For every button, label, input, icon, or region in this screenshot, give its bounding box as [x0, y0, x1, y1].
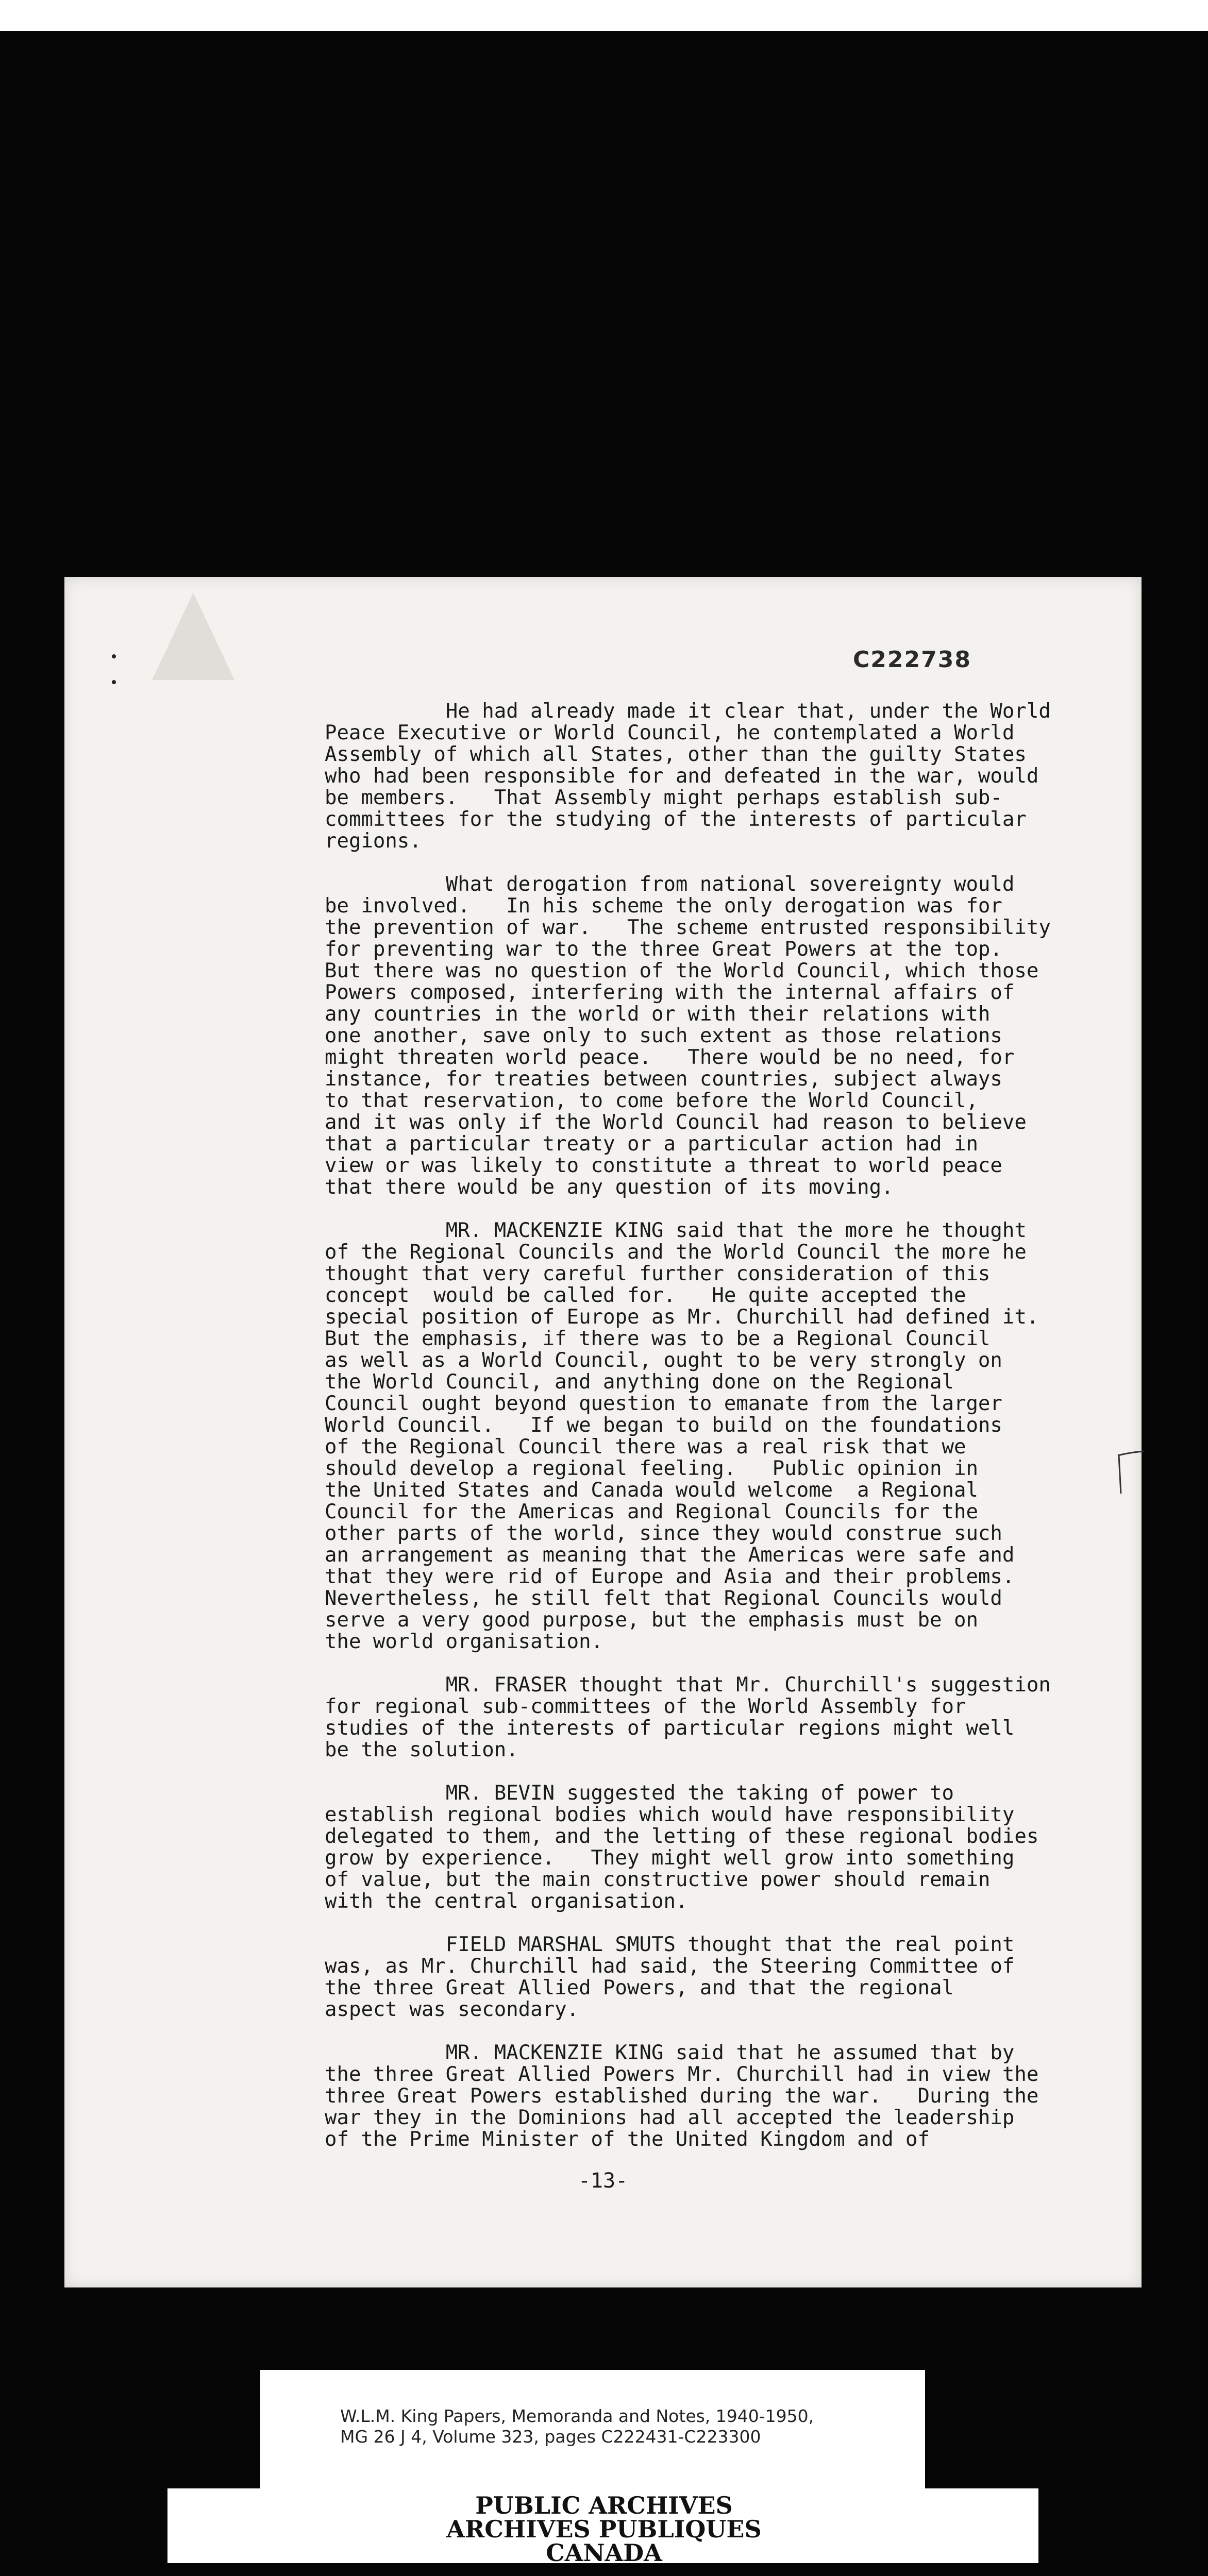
text-line: for regional sub-committees of the World Assembly for: [325, 1695, 966, 1718]
text-line: an arrangement as meaning that the Americas were safe and: [325, 1544, 1015, 1567]
text-line: that they were rid of Europe and Asia and their problems.: [325, 1565, 1015, 1588]
text-line: war they in the Dominions had all accepted the leadership: [325, 2106, 1015, 2129]
text-line: thought that very careful further consideration of this: [325, 1262, 991, 1285]
text-line: delegated to them, and the letting of these regional bodies: [325, 1825, 1039, 1848]
text-line: concept would be called for. He quite accepted the: [325, 1284, 966, 1307]
paragraph: [325, 874, 1201, 1198]
caption-notch-left: [167, 2370, 260, 2488]
text-line: should develop a regional feeling. Public opinion in: [325, 1457, 978, 1480]
text-line: the three Great Allied Powers, and that the regional: [325, 1976, 954, 1999]
paragraph: [325, 1934, 1201, 2021]
text-line: World Council. If we began to build on the foundations: [325, 1414, 1002, 1437]
text-line: be members. That Assembly might perhaps establish sub-: [325, 786, 1002, 809]
scanner-top-strip: [0, 0, 1208, 31]
text-line: of the Regional Council there was a real risk that we: [325, 1435, 966, 1459]
text-line: to that reservation, to come before the World Council,: [325, 1089, 978, 1112]
paragraph: [325, 1674, 1201, 1761]
citation-line: MG 26 J 4, Volume 323, pages C222431-C223300: [340, 2427, 761, 2447]
text-line: other parts of the world, since they would construe such: [325, 1522, 1002, 1545]
paper-fold-mark: [152, 592, 234, 680]
text-line: that there would be any question of its moving.: [325, 1176, 894, 1199]
margin-pencil-mark: [1115, 1450, 1146, 1497]
text-line: Council ought beyond question to emanate from the larger: [325, 1392, 1002, 1415]
text-line: instance, for treaties between countries, subject always: [325, 1067, 1002, 1091]
citation-caption: [291, 2398, 925, 2488]
text-line: of the Regional Councils and the World Council the more he: [325, 1241, 1027, 1264]
text-line: studies of the interests of particular regions might well: [325, 1717, 1015, 1740]
document-page: [64, 577, 1142, 2287]
caption-notch-right: [925, 2370, 1038, 2488]
text-line: the world organisation.: [325, 1630, 603, 1653]
text-line: one another, save only to such extent as those relations: [325, 1024, 1002, 1047]
text-line: and it was only if the World Council had reason to believe: [325, 1111, 1027, 1134]
text-line: Powers composed, interfering with the internal affairs of: [325, 981, 1015, 1004]
text-line: He had already made it clear that, under the World: [325, 700, 1051, 723]
text-line: of value, but the main constructive power should remain: [325, 1868, 991, 1891]
archives-stamp: [0, 2494, 1208, 2565]
text-line: FIELD MARSHAL SMUTS thought that the real point: [325, 1933, 1015, 1956]
document-number-stamp: C222738: [853, 647, 971, 673]
text-line: was, as Mr. Churchill had said, the Steering Committee of: [325, 1955, 1015, 1978]
text-line: the United States and Canada would welcome a Regional: [325, 1479, 978, 1502]
text-line: establish regional bodies which would have responsibility: [325, 1803, 1015, 1826]
text-line: as well as a World Council, ought to be very strongly on: [325, 1349, 1002, 1372]
text-line: that a particular treaty or a particular action had in: [325, 1132, 978, 1156]
text-line: Nevertheless, he still felt that Regional Councils would: [325, 1587, 1002, 1610]
text-line: be involved. In his scheme the only derogation was for: [325, 894, 1002, 918]
text-line: any countries in the world or with their relations with: [325, 1003, 991, 1026]
text-line: grow by experience. They might well grow into something: [325, 1846, 1015, 1870]
text-line: might threaten world peace. There would be no need, for: [325, 1046, 1015, 1069]
page-number: -13-: [578, 2169, 628, 2193]
archives-line: CANADA: [546, 2539, 662, 2567]
citation-line: W.L.M. King Papers, Memoranda and Notes, 1940-1950,: [340, 2406, 814, 2426]
text-line: But the emphasis, if there was to be a Regional Council: [325, 1327, 991, 1350]
text-line: But there was no question of the World Council, which those: [325, 959, 1039, 982]
text-line: regions.: [325, 829, 422, 853]
text-line: the prevention of war. The scheme entrusted responsibility: [325, 916, 1051, 939]
text-line: of the Prime Minister of the United Kingdom and of: [325, 2128, 930, 2151]
text-line: view or was likely to constitute a threat to world peace: [325, 1154, 1002, 1177]
text-line: MR. MACKENZIE KING said that the more he thought: [325, 1219, 1027, 1242]
text-line: MR. MACKENZIE KING said that he assumed that by: [325, 2041, 1015, 2064]
text-line: Assembly of which all States, other than the guilty States: [325, 743, 1027, 766]
text-line: MR. FRASER thought that Mr. Churchill's suggestion: [325, 1673, 1051, 1697]
text-line: with the central organisation.: [325, 1890, 688, 1913]
paragraph: [325, 701, 1201, 852]
text-line: be the solution.: [325, 1738, 518, 1761]
document-body: [325, 701, 1201, 2172]
archives-line: ARCHIVES PUBLIQUES: [446, 2515, 762, 2543]
text-line: three Great Powers established during the war. During the: [325, 2084, 1039, 2108]
text-line: Council for the Americas and Regional Councils for the: [325, 1500, 978, 1523]
text-line: What derogation from national sovereignty would: [325, 873, 1015, 896]
text-line: serve a very good purpose, but the emphasis must be on: [325, 1608, 978, 1632]
text-line: special position of Europe as Mr. Churchill had defined it.: [325, 1306, 1039, 1329]
text-line: MR. BEVIN suggested the taking of power to: [325, 1782, 954, 1805]
punch-dot: [112, 680, 116, 684]
text-line: who had been responsible for and defeated in the war, would: [325, 765, 1039, 788]
text-line: for preventing war to the three Great Powers at the top.: [325, 938, 1002, 961]
text-line: aspect was secondary.: [325, 1998, 579, 2021]
text-line: committees for the studying of the interests of particular: [325, 808, 1027, 831]
paragraph: [325, 1783, 1201, 1912]
text-line: the three Great Allied Powers Mr. Churchill had in view the: [325, 2063, 1039, 2086]
paragraph: [325, 1220, 1201, 1653]
punch-dot: [112, 654, 116, 658]
paragraph: [325, 2042, 1201, 2150]
archives-line: PUBLIC ARCHIVES: [475, 2492, 733, 2519]
text-line: Peace Executive or World Council, he contemplated a World: [325, 721, 1015, 744]
text-line: the World Council, and anything done on the Regional: [325, 1370, 954, 1394]
